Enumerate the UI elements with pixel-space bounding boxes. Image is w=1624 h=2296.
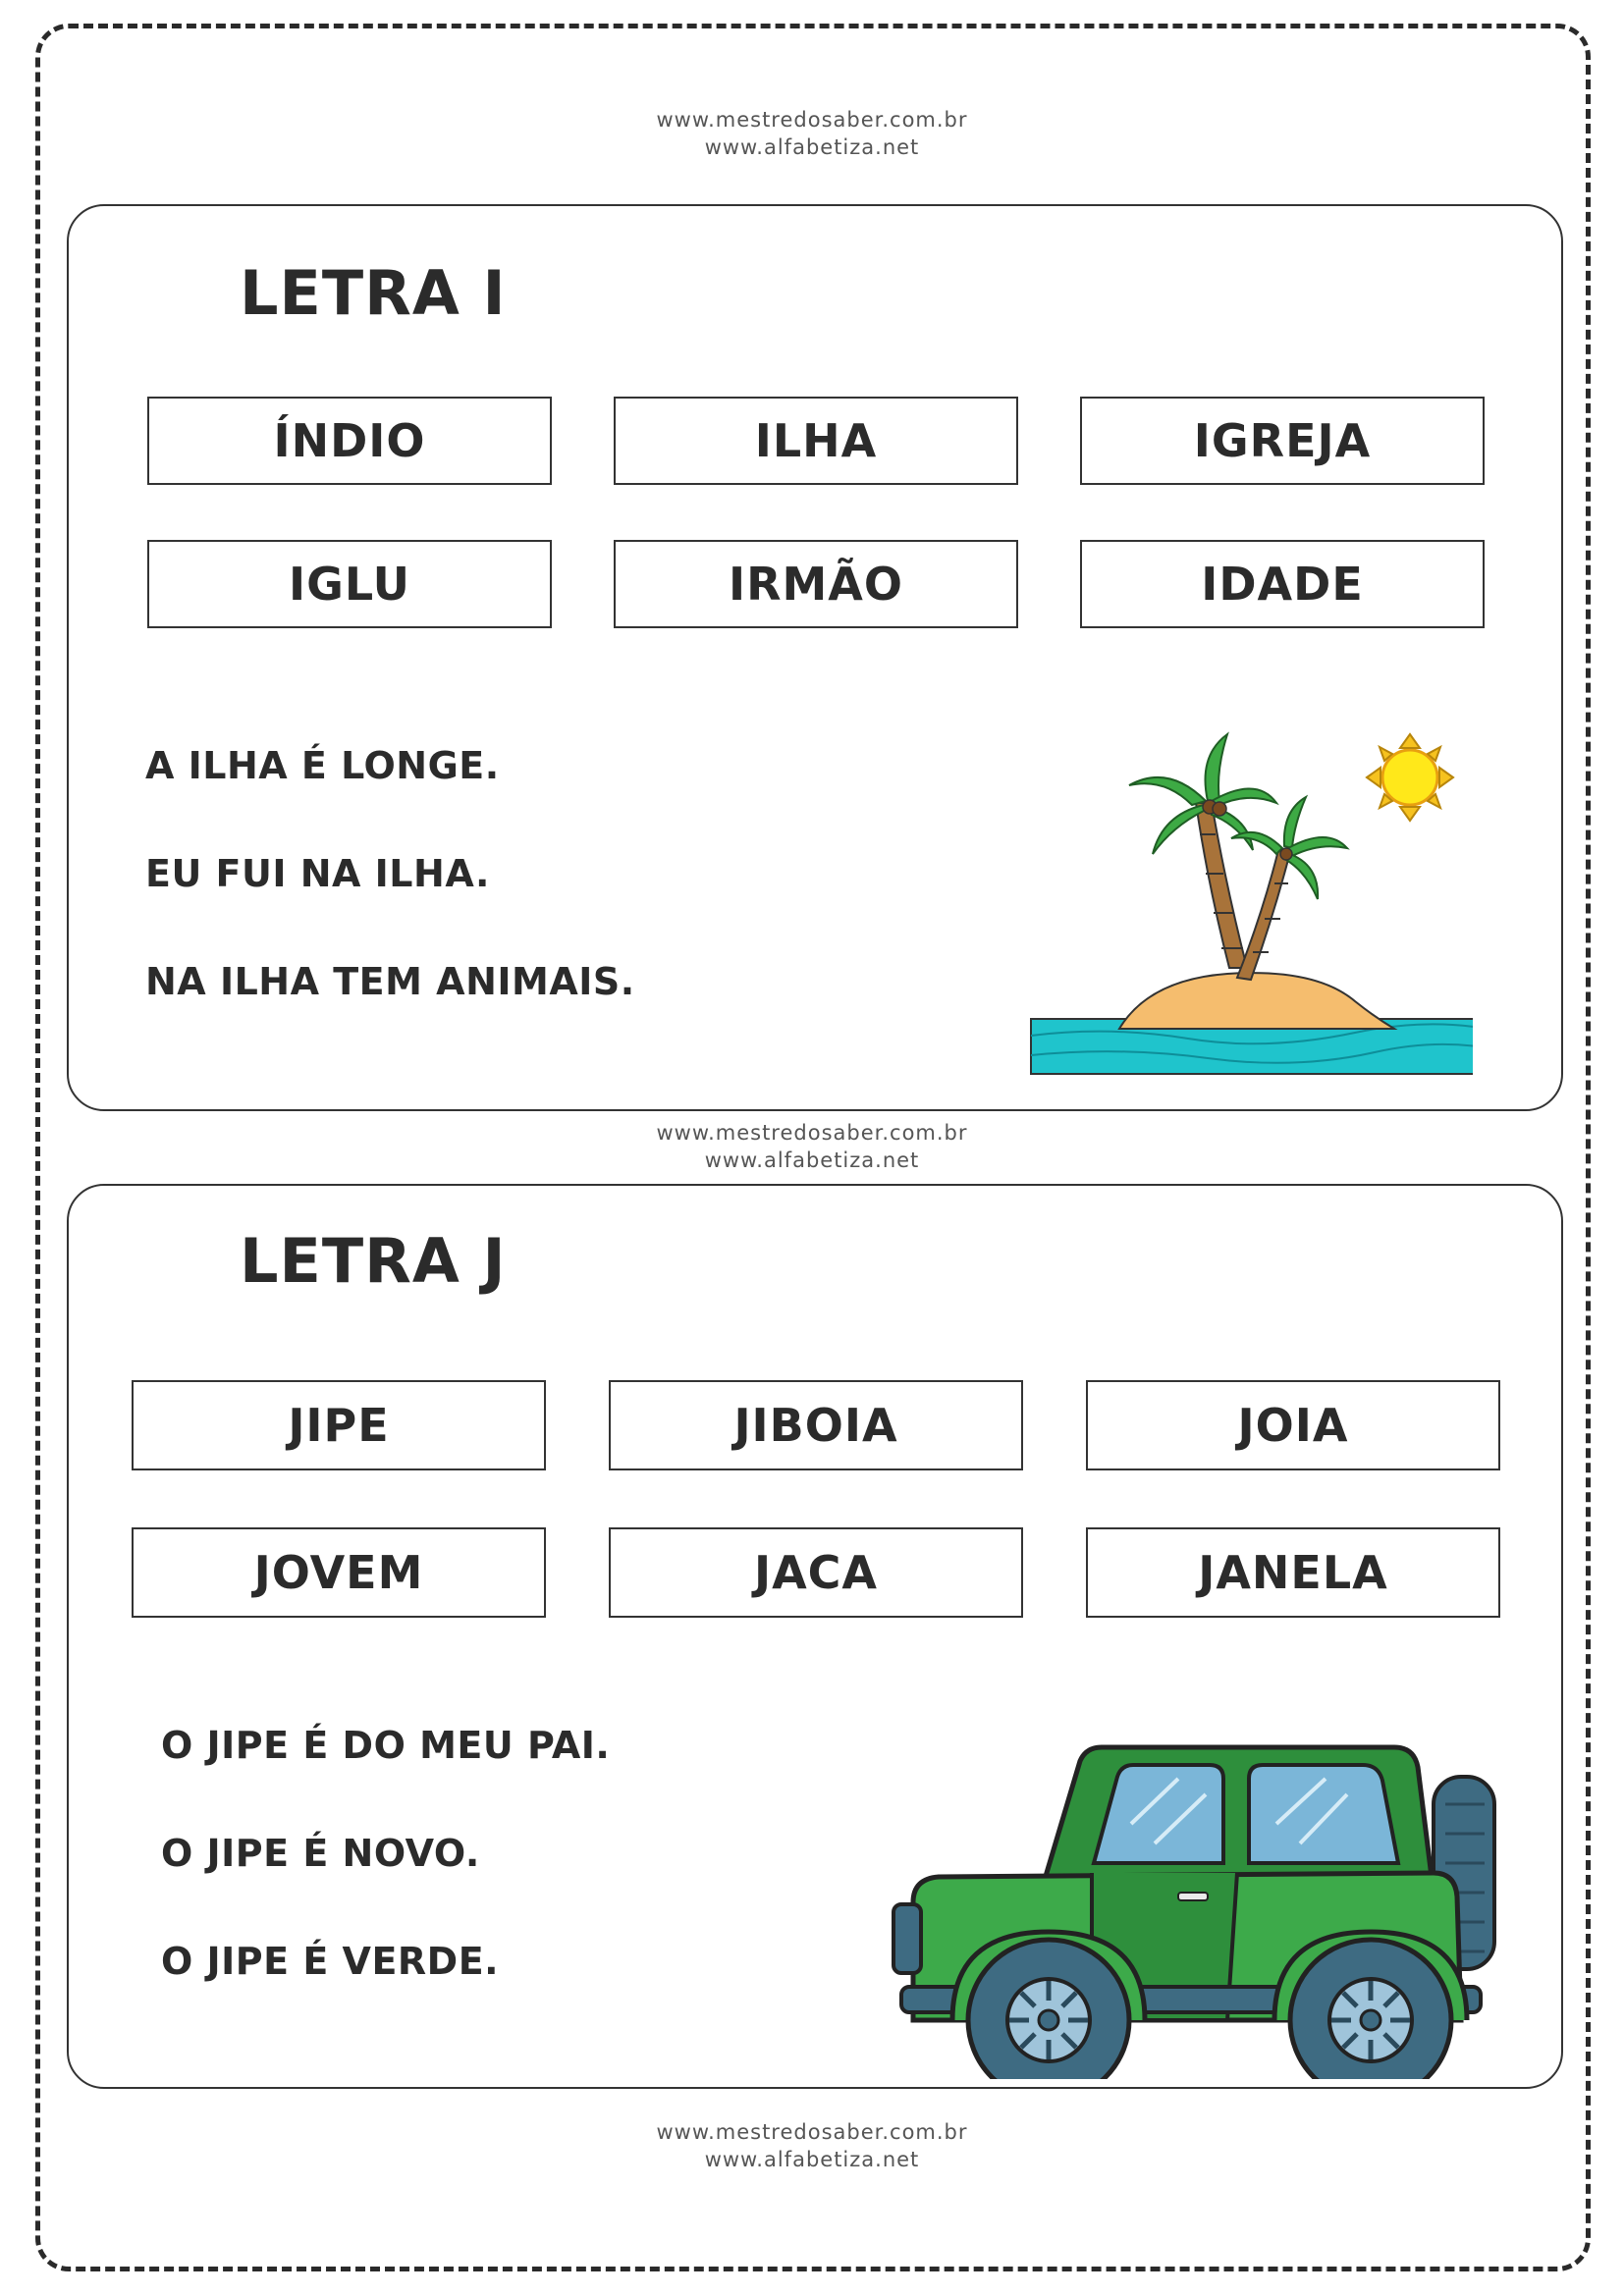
sand-island-shape — [1119, 973, 1394, 1029]
site-credit-bottom — [0, 2118, 1624, 2173]
word-card: IRMÃO — [614, 540, 1018, 628]
site-url-1: www.mestredosaber.com.br — [656, 1121, 968, 1145]
site-url-1: www.mestredosaber.com.br — [656, 2120, 968, 2144]
island-illustration — [962, 717, 1473, 1099]
palm-tree-icon — [1231, 797, 1347, 980]
word-card: IDADE — [1080, 540, 1485, 628]
sentence: A ILHA É LONGE. — [145, 744, 500, 787]
word-card: ÍNDIO — [147, 397, 552, 485]
word-card: IGREJA — [1080, 397, 1485, 485]
word-card: ILHA — [614, 397, 1018, 485]
word-card: IGLU — [147, 540, 552, 628]
word-card: JANELA — [1086, 1527, 1500, 1618]
site-url-1: www.mestredosaber.com.br — [656, 108, 968, 132]
word-card: JOVEM — [132, 1527, 546, 1618]
sentence: O JIPE É DO MEU PAI. — [161, 1724, 611, 1767]
sun-icon — [1367, 734, 1453, 821]
section-letter-i — [67, 204, 1563, 1111]
site-url-2: www.alfabetiza.net — [704, 1148, 920, 1172]
section-title: LETRA J — [240, 1225, 507, 1297]
site-url-2: www.alfabetiza.net — [704, 2148, 920, 2171]
sentence: O JIPE É VERDE. — [161, 1940, 500, 1983]
site-url-2: www.alfabetiza.net — [704, 135, 920, 159]
section-letter-j — [67, 1184, 1563, 2089]
sentence: O JIPE É NOVO. — [161, 1832, 480, 1875]
jeep-illustration — [884, 1696, 1512, 2079]
sentence: NA ILHA TEM ANIMAIS. — [145, 960, 635, 1003]
site-credit-middle — [0, 1119, 1624, 1174]
jeep-icon — [893, 1747, 1494, 2079]
word-card: JIBOIA — [609, 1380, 1023, 1470]
site-credit-top — [0, 106, 1624, 161]
word-card: JOIA — [1086, 1380, 1500, 1470]
word-card: JIPE — [132, 1380, 546, 1470]
sentence: EU FUI NA ILHA. — [145, 852, 490, 895]
word-card: JACA — [609, 1527, 1023, 1618]
section-title: LETRA I — [240, 257, 507, 329]
